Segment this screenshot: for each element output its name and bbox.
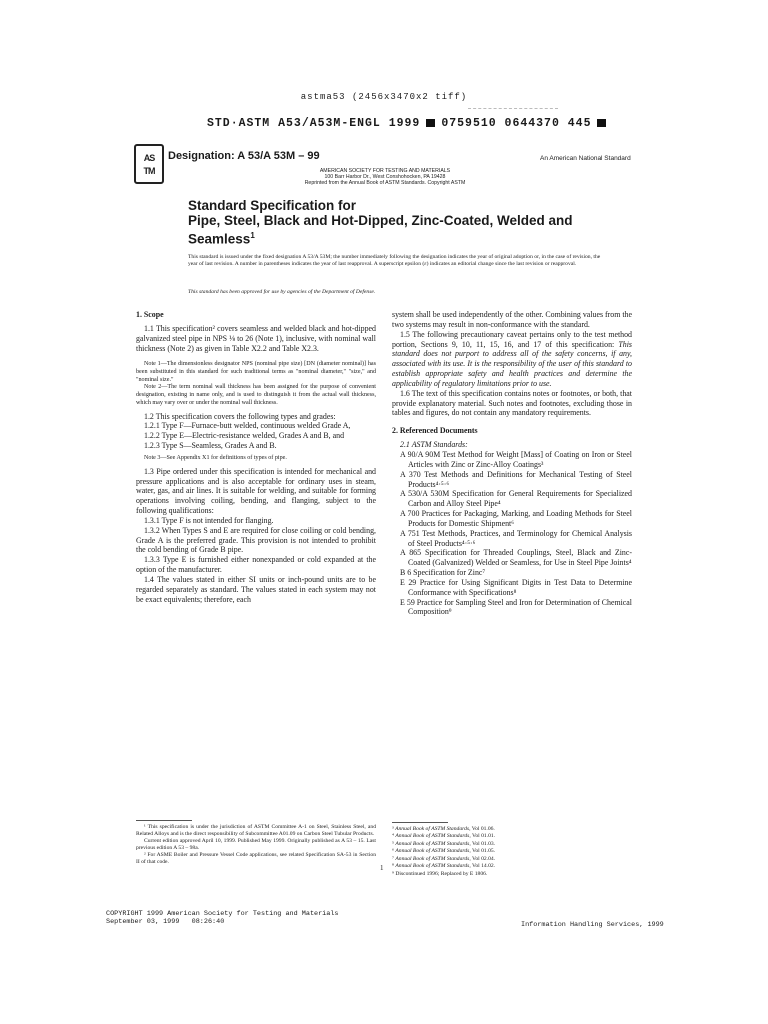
footnotes-right: [392, 822, 632, 878]
paragraph-1-4: 1.4 The values stated in either SI units or inch-pound units are to be regarded separately as standard. The values stated in each system may not be exact equivalents; therefore, each: [136, 574, 376, 604]
right-column: [392, 310, 632, 617]
ihs-notice: Information Handling Services, 1999: [521, 921, 664, 929]
dod-approval-note: This standard has been approved for use by agencies of the Department of Defense.: [188, 289, 376, 295]
std-line-mid: 0759510 0644370 445: [441, 117, 592, 130]
paragraph-1-3-2: 1.3.2 When Types S and E are required for close coiling or cold bending, Grade A is the preferred grade. This provision is not intended to prohibit the cold bending of Grade B pipe.: [136, 525, 376, 555]
paragraph-2-1: [392, 440, 632, 450]
title-line-2: Pipe, Steel, Black and Hot-Dipped, Zinc-Coated, Welded and: [188, 213, 573, 228]
title-footnote-marker: 1: [250, 231, 255, 240]
society-address: [270, 168, 500, 187]
note-2: Note 2—The term nominal wall thickness has been assigned for the purpose of convenient designation, existing in name only, and is used to distinguish it from the actual wall thickness, which may vary over or under the nominal wall thickness.: [136, 384, 376, 406]
document-title: [188, 198, 618, 247]
paragraph-1-2-3: 1.2.3 Type S—Seamless, Grades A and B.: [144, 441, 277, 451]
title-line-3: Seamless: [188, 231, 251, 247]
barcode-block: [597, 119, 606, 127]
reference-item: E 59 Practice for Sampling Steel and Iron for Determination of Chemical Composition⁹: [400, 597, 632, 617]
designation: Designation: A 53/A 53M – 99: [168, 150, 320, 162]
footnote-1: ¹ This specification is under the jurisdiction of ASTM Committee A-1 on Steel, Stainless Steel, and Related Alloys and is the direct responsibility of Subcommittee A01.09 on Carbon Steel Tubular Products.: [136, 824, 376, 837]
reference-item: A 530/A 530M Specification for General Requirements for Specialized Carbon and Alloy Steel Pipe⁴: [400, 489, 632, 509]
paragraph-1-6: 1.6 The text of this specification contains notes or footnotes, or both, that provide explanatory material. Such notes and footnotes, excluding those in tables and figures, do not contain any mandatory requirements.: [392, 388, 632, 418]
footnote-8: [392, 863, 632, 870]
footnote-book-title: Annual Book of ASTM Standards: [395, 833, 470, 840]
scan-header: astma53 (2456x3470x2 tiff): [300, 92, 468, 102]
paragraph-1-4-continued: system shall be used independently of the other. Combining values from the two systems may result in non-conformance with the standard.: [392, 310, 632, 329]
reference-item: A 751 Test Methods, Practices, and Terminology for Chemical Analysis of Steel Products⁴·⁵·⁶: [400, 528, 632, 548]
footnote-book-title: Annual Book of ASTM Standards: [395, 863, 470, 870]
scan-divider: [468, 108, 558, 109]
safety-caveat: This standard does not purport to address all of the safety concerns, if any, associated with its use. It is the responsibility of the user of this standard to establish appropriate safety and health practices and determine the applicability of regulatory limitations prior to use.: [392, 339, 632, 388]
society-street: 100 Barr Harbor Dr., West Conshohocken, PA 19428: [324, 174, 446, 181]
reference-item: A 865 Specification for Threaded Couplings, Steel, Black and Zinc-Coated (Galvanized) Welded or Seamless, for Use in Steel Pipe Joints⁴: [400, 548, 632, 568]
paragraph-1-2: 1.2 This specification covers the following types and grades:: [144, 411, 336, 421]
footnote-number: ⁹: [392, 870, 394, 877]
footnote-2: ² For ASME Boiler and Pressure Vessel Code applications, see related Specification SA-53 in Section II of that code.: [136, 852, 376, 865]
national-standard-label: An American National Standard: [540, 155, 631, 162]
copyright-notice: [106, 910, 339, 926]
footnote-6: [392, 848, 632, 855]
footnote-rule: [392, 822, 448, 823]
paragraph-1-2-1: 1.2.1 Type F—Furnace-butt welded, continuous welded Grade A,: [144, 421, 351, 431]
reference-item: A 90/A 90M Test Method for Weight [Mass] of Coating on Iron or Steel Articles with Zinc or Zinc-Alloy Coatings³: [400, 449, 632, 469]
footnote-number: ⁵: [392, 840, 394, 847]
copyright-line-1: COPYRIGHT 1999 American Society for Testing and Materials: [106, 910, 339, 918]
std-line-left: STD·ASTM A53/A53M-ENGL 1999: [207, 117, 421, 130]
footnote-volume: , Vol 01.03.: [469, 840, 496, 847]
footnote-4: [392, 833, 632, 840]
astm-standards-label: 2.1 ASTM Standards:: [400, 440, 468, 450]
paragraph-1-5: [392, 330, 632, 389]
reference-list: [392, 450, 632, 617]
paragraph-1-3: 1.3 Pipe ordered under this specification is intended for mechanical and pressure applications and is also acceptable for ordinary uses in steam, water, gas, and air lines. It is suitable for welding, and suitable for forming operations involving coiling, bending, and flanging, subject to the following qualifications:: [136, 466, 376, 516]
footnote-book-title: Annual Book of ASTM Standards: [395, 840, 470, 847]
paragraph-1-5-text: 1.5 The following precautionary caveat pertains only to the test method portion, Sections 9, 10, 11, 15, 16, and 17 of this specification:: [392, 329, 632, 349]
svg-text:TM: TM: [143, 166, 155, 176]
footnote-9: [392, 871, 632, 878]
footnotes-left: [136, 820, 376, 866]
paragraph-1-3-3: 1.3.3 Type E is furnished either nonexpanded or cold expanded at the option of the manufacturer.: [136, 555, 376, 575]
note-1: Note 1—The dimensionless designator NPS (nominal pipe size) [DN (diameter nominal)] has been substituted in this standard for such traditional terms as "nominal diameter," "size," and "nominal size.": [136, 361, 376, 383]
note-3: Note 3—See Appendix X1 for definitions of types of pipe.: [144, 454, 287, 461]
reference-item: A 370 Test Methods and Definitions for Mechanical Testing of Steel Products⁴·⁵·⁶: [400, 469, 632, 489]
footnote-book-title: Annual Book of ASTM Standards: [395, 848, 470, 855]
footnote-number: ⁶: [392, 848, 394, 855]
left-column: [136, 310, 376, 604]
std-line: [207, 117, 612, 130]
footnote-volume: Discontinued 1996; Replaced by E 1806.: [395, 870, 488, 877]
barcode-block: [426, 119, 435, 127]
section-heading-scope: 1. Scope: [136, 310, 164, 319]
title-line-1: Standard Specification for: [188, 198, 357, 213]
footnote-book-title: Annual Book of ASTM Standards: [395, 826, 470, 832]
footnote-rule: [136, 820, 192, 821]
society-name: AMERICAN SOCIETY FOR TESTING AND MATERIALS: [319, 168, 451, 174]
footnote-number: ⁷: [392, 855, 394, 862]
paragraph-1-3-1: 1.3.1 Type F is not intended for flanging.: [144, 515, 274, 525]
reference-item: B 6 Specification for Zinc⁷: [400, 568, 486, 578]
footnote-number: ⁴: [392, 833, 394, 840]
astm-logo: [134, 144, 164, 184]
footnote-volume: , Vol 01.06.: [469, 826, 495, 832]
paragraph-1-1: 1.1 This specification² covers seamless and welded black and hot-dipped galvanized steel pipe in NPS ⅛ to 26 (Note 1), inclusive, with nominal wall thickness (Note 2) as given in Table X2.2 and Table X2.3.: [136, 323, 376, 353]
footnote-volume: , Vol 01.01.: [469, 833, 496, 840]
footnote-list: [392, 826, 632, 878]
society-reprint: Reprinted from the Annual Book of ASTM Standards. Copyright ASTM: [304, 180, 466, 187]
footnote-volume: , Vol 02.04.: [469, 855, 496, 862]
footnote-number: ⁸: [392, 863, 394, 870]
section-heading-referenced-documents: 2. Referenced Documents: [392, 426, 478, 436]
reference-item: A 700 Practices for Packaging, Marking, and Loading Methods for Steel Products for Domestic Shipment⁶: [400, 509, 632, 528]
footnote-1-edition: Current edition approved April 10, 1999. Published May 1999. Originally published as A 53 – 15. Last previous edition A 53 – 98a.: [136, 838, 376, 851]
footnote-number: ³: [392, 826, 394, 832]
page-number: 1: [380, 864, 384, 872]
copyright-timestamp: September 03, 1999 08:26:40: [106, 918, 225, 926]
paragraph-1-2-2: 1.2.2 Type E—Electric-resistance welded, Grades A and B, and: [144, 431, 345, 441]
astm-logo-icon: [136, 146, 162, 182]
footnote-volume: , Vol 01.05.: [469, 848, 496, 855]
svg-text:AS: AS: [143, 153, 155, 163]
footnote-volume: , Vol 14.02.: [469, 863, 496, 870]
reference-item: E 29 Practice for Using Significant Digits in Test Data to Determine Conformance with Specifications⁸: [400, 577, 632, 597]
footnote-book-title: Annual Book of ASTM Standards: [395, 855, 470, 862]
issue-statement: This standard is issued under the fixed designation A 53/A 53M; the number immediately following the designation indicates the year of original adoption or, in the case of revision, the year of last revision. A number in parentheses indicates the year of last reapproval. A superscript epsilon (ε) indicates an editorial change since the last revision or reapproval.: [188, 254, 601, 268]
